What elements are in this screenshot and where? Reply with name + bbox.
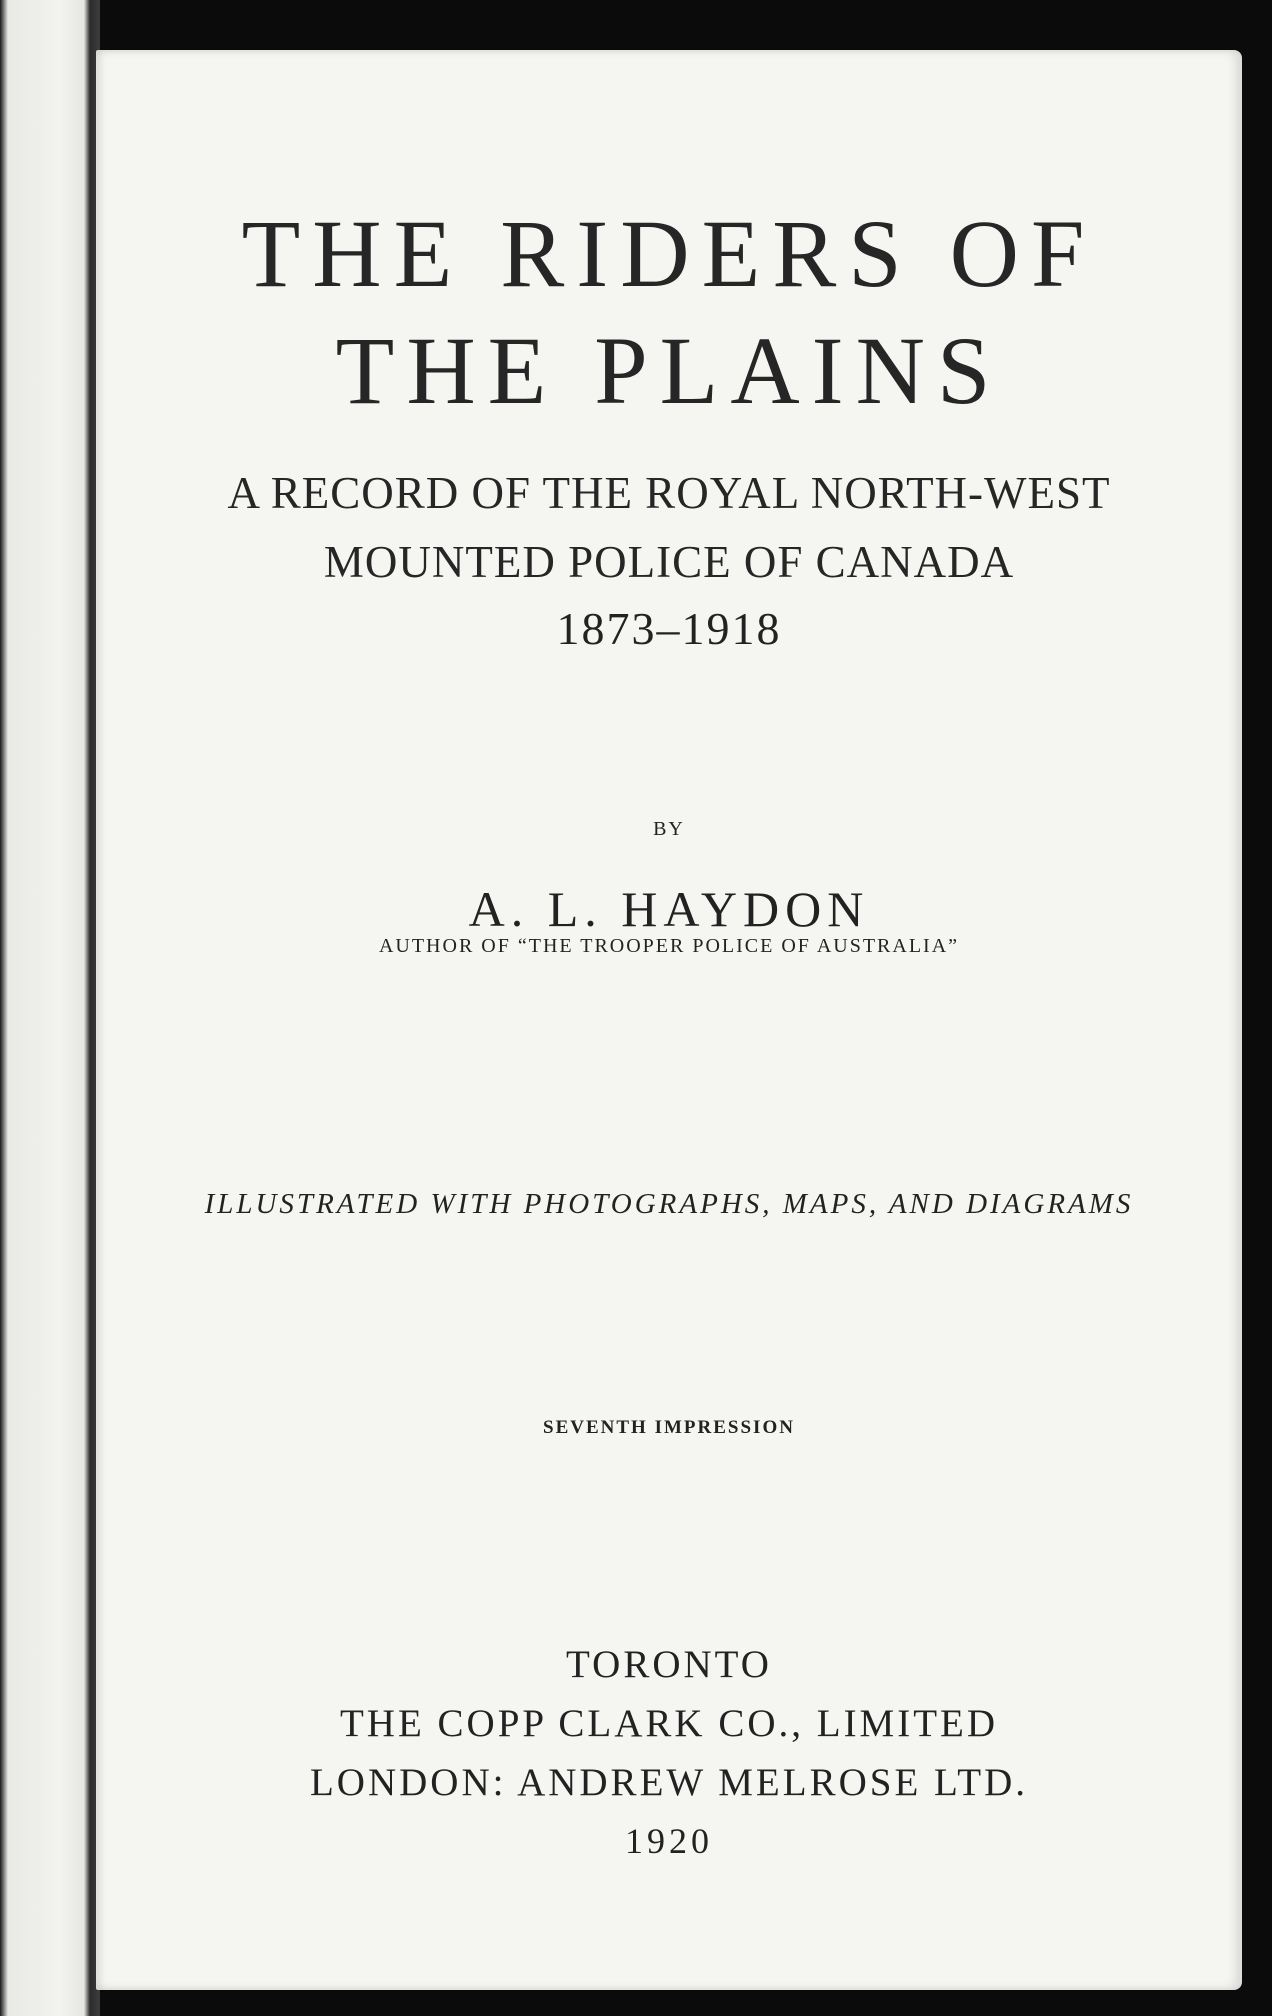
book-title-line-2: THE PLAINS <box>335 317 1003 424</box>
subtitle-line-1: A RECORD OF THE ROYAL NORTH-WEST <box>227 468 1111 518</box>
imprint-london-publisher: LONDON: ANDREW MELROSE LTD. <box>309 1761 1028 1804</box>
author-note: AUTHOR OF “THE TROOPER POLICE OF AUSTRALIA” <box>378 935 960 957</box>
subtitle-line-2: MOUNTED POLICE OF CANADA <box>323 537 1015 587</box>
impression-note: SEVENTH IMPRESSION <box>543 1417 795 1438</box>
date-range: 1873–1918 <box>556 603 782 654</box>
illustrated-note: ILLUSTRATED WITH PHOTOGRAPHS, MAPS, AND DIAGRAMS <box>204 1188 1134 1220</box>
author-name: A. L. HAYDON <box>468 881 870 937</box>
title-page <box>96 50 1242 1990</box>
imprint-city: TORONTO <box>566 1643 772 1686</box>
book-title-line-1: THE RIDERS OF <box>241 200 1097 307</box>
imprint-publisher: THE COPP CLARK CO., LIMITED <box>339 1702 999 1745</box>
imprint-year: 1920 <box>625 1821 713 1861</box>
by-label: BY <box>653 818 685 840</box>
book-spine-edge <box>0 0 100 2016</box>
